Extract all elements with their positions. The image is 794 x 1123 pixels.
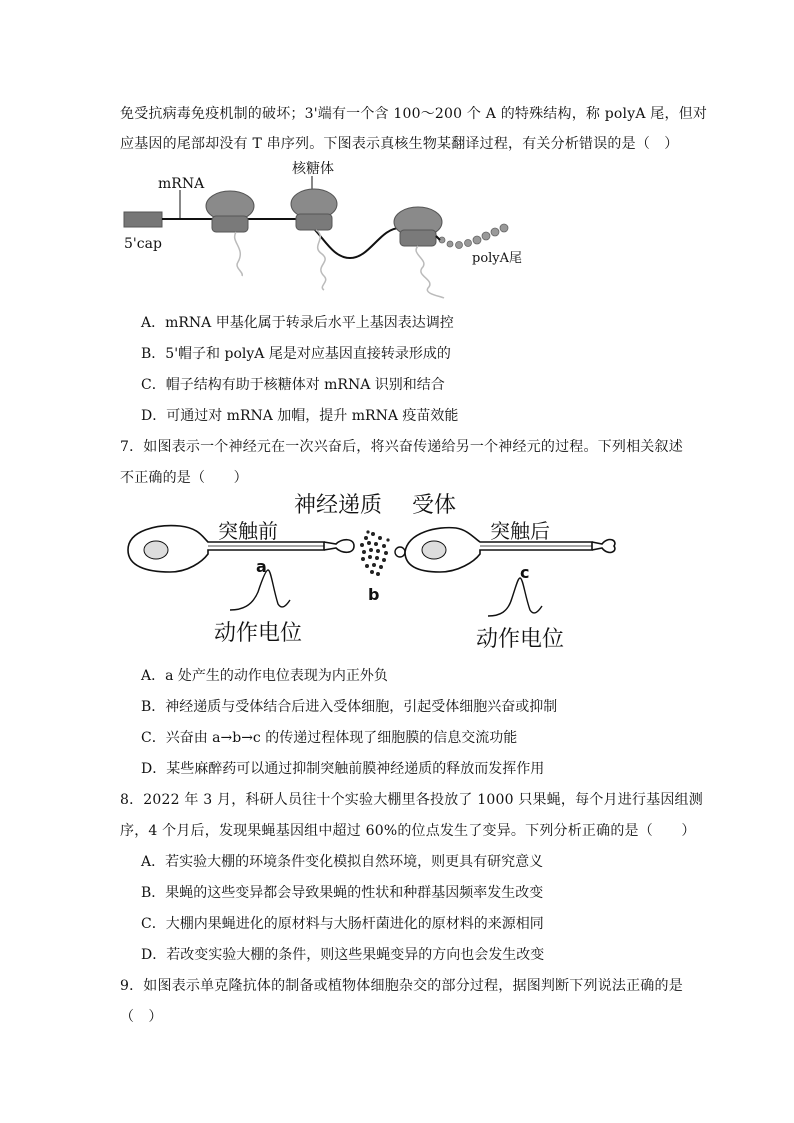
- q7-option-a: A．a 处产生的动作电位表现为内正外负: [141, 668, 388, 684]
- q8-stem-1: 8．2022 年 3 月，科研人员往十个实验大棚里各投放了 1000 只果蝇，每个月进行基因组测: [120, 792, 703, 808]
- ap-curve-right: [488, 578, 542, 616]
- post-label: 突触后: [490, 519, 550, 543]
- peptide-chain-1: [235, 232, 243, 276]
- q8-stem-2: 序，4 个月后，发现果蝇基因组中超过 60%的位点发生了变异。下列分析正确的是（ ）: [120, 823, 696, 839]
- receptor-label: 受体: [412, 493, 457, 518]
- ap-curve-left: [230, 570, 290, 610]
- transmitter-label: 神经递质: [294, 493, 383, 518]
- q7-stem-1: 7．如图表示一个神经元在一次兴奋后，将兴奋传递给另一个神经元的过程。下列相关叙述: [120, 439, 683, 455]
- postsynaptic-nucleus: [422, 541, 446, 559]
- q7-option-c: C．兴奋由 a→b→c 的传递过程体现了细胞膜的信息交流功能: [141, 730, 518, 746]
- b-label: b: [368, 585, 380, 604]
- peptide-chain-3: [416, 246, 444, 298]
- pre-label: 突触前: [218, 519, 278, 543]
- neurotransmitter-cluster: [360, 530, 390, 576]
- q7-stem-2: 不正确的是（ ）: [120, 470, 248, 486]
- ribosome-label: 核糖体: [292, 161, 334, 177]
- c-label: c: [520, 563, 530, 582]
- q6-option-b: B．5'帽子和 polyA 尾是对应基因直接转录形成的: [141, 346, 451, 362]
- q7-option-d: D．某些麻醉药可以通过抑制突触前膜神经递质的释放而发挥作用: [141, 761, 545, 777]
- intro-line-1: 免受抗病毒免疫机制的破坏；3'端有一个含 100～200 个 A 的特殊结构，称 polyA 尾，但对: [120, 106, 708, 122]
- peptide-chain-2: [316, 230, 326, 290]
- ribosome-3: [394, 207, 442, 246]
- cap-block: [124, 212, 162, 227]
- receptor-circle: [395, 547, 405, 557]
- translation-diagram: [118, 158, 538, 303]
- q7-option-b: B．神经递质与受体结合后进入受体细胞，引起受体细胞兴奋或抑制: [141, 699, 558, 715]
- q6-option-d: D．可通过对 mRNA 加帽，提升 mRNA 疫苗效能: [141, 408, 459, 424]
- q6-option-a: A．mRNA 甲基化属于转录后水平上基因表达调控: [141, 315, 454, 331]
- q8-option-b: B．果蝇的这些变异都会导致果蝇的性状和种群基因频率发生改变: [141, 885, 544, 901]
- q9-stem-2: （ ）: [120, 1009, 163, 1025]
- mrna-tail-link: [436, 236, 440, 240]
- q6-option-c: C．帽子结构有助于核糖体对 mRNA 识别和结合: [141, 377, 445, 393]
- mrna-label: mRNA: [158, 176, 205, 192]
- q8-option-a: A．若实验大棚的环境条件变化模拟自然环境，则更具有研究意义: [141, 854, 544, 870]
- cap-label: 5'cap: [124, 236, 162, 252]
- a-label: a: [256, 557, 267, 576]
- polya-tail: [439, 224, 508, 249]
- polya-label: polyA尾: [472, 251, 523, 266]
- presynaptic-nucleus: [144, 541, 168, 559]
- intro-line-2: 应基因的尾部却没有 T 串序列。下图表示真核生物某翻译过程，有关分析错误的是（ ）: [120, 136, 679, 152]
- q8-option-d: D．若改变实验大棚的条件，则这些果蝇变异的方向也会发生改变: [141, 947, 545, 963]
- q8-option-c: C．大棚内果蝇进化的原材料与大肠杆菌进化的原材料的来源相同: [141, 916, 544, 932]
- q9-stem-1: 9．如图表示单克隆抗体的制备或植物体细胞杂交的部分过程，据图判断下列说法正确的是: [120, 978, 683, 994]
- ribosome-1: [206, 191, 254, 232]
- ap-left-label: 动作电位: [214, 621, 303, 646]
- synapse-diagram: [118, 488, 618, 656]
- ap-right-label: 动作电位: [476, 627, 565, 652]
- ribosome-2: [291, 189, 337, 230]
